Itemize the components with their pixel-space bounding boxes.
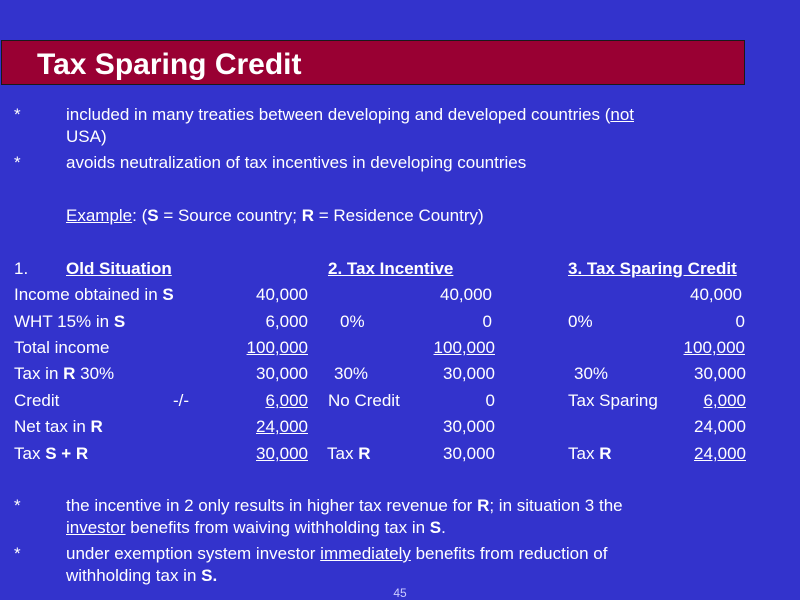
header-tax-sparing: 3. Tax Sparing Credit <box>568 259 737 278</box>
cell-v3: 0 <box>735 312 745 331</box>
underlined-investor: investor <box>66 518 126 537</box>
example-s-text: = Source country; <box>158 206 302 225</box>
cell-v1: 6,000 <box>265 312 308 331</box>
cell-v2: 0 <box>485 391 495 410</box>
cell-v1: 100,000 <box>246 338 308 357</box>
bullet-text-neutralization: avoids neutralization of tax incentives in developing countries <box>66 153 527 172</box>
bullet-line: included in many treaties between developing and developed countries (not <box>66 105 634 124</box>
cell-v2: 30,000 <box>443 444 495 463</box>
cell-v1: 6,000 <box>265 391 308 410</box>
cell-v1: 40,000 <box>256 285 308 304</box>
example-line <box>66 205 484 227</box>
bullet-mark: * <box>14 153 21 172</box>
page-number: 45 <box>393 586 407 600</box>
cell-l3: 0% <box>568 312 593 331</box>
cell-v2: 0 <box>482 312 492 331</box>
bullet-text-treaties <box>66 104 756 148</box>
cell-v3: 100,000 <box>683 338 745 357</box>
table-number: 1. <box>14 259 29 278</box>
bullet-text-exemption: under exemption system investor immediately benefits from reduction of withholding tax in S. <box>66 544 608 585</box>
bullet-underlined-word: not <box>610 105 634 124</box>
cell-l3: Tax Sparing <box>568 391 658 410</box>
example-label: Example <box>66 206 133 225</box>
cell-v2: 30,000 <box>443 417 495 436</box>
bullet-line: USA) <box>66 127 107 146</box>
row-label: WHT 15% in S <box>14 312 126 331</box>
cell-v3: 40,000 <box>690 285 742 304</box>
cell-l2: No Credit <box>328 391 400 410</box>
row-label: Total income <box>14 338 110 357</box>
cell-l2: Tax R <box>327 444 371 463</box>
cell-l3: 30% <box>574 364 609 383</box>
bullet-mark: * <box>14 496 21 515</box>
row-label: Credit <box>14 391 60 410</box>
example-r-text: = Residence Country) <box>314 206 484 225</box>
bullet-text-incentive: the incentive in 2 only results in higher tax revenue for R; in situation 3 the investor benefits from waiving withholding tax in S. <box>66 496 623 537</box>
title-bar <box>1 40 745 85</box>
cell-v3: 30,000 <box>694 364 746 383</box>
example-r: R <box>301 206 315 225</box>
cell-l3: Tax R <box>568 444 612 463</box>
example-s: S <box>147 206 159 225</box>
row-operator: -/- <box>173 391 190 410</box>
row-label: Tax in R 30% <box>14 364 115 383</box>
row-label: Income obtained in S <box>14 285 174 304</box>
header-tax-incentive: 2. Tax Incentive <box>328 259 454 278</box>
cell-v1: 24,000 <box>256 417 308 436</box>
row-label: Tax S + R <box>14 444 89 463</box>
bullet-mark: * <box>14 544 21 563</box>
cell-l2: 0% <box>340 312 365 331</box>
slide-title: Tax Sparing Credit <box>37 48 302 81</box>
cell-v2: 100,000 <box>433 338 495 357</box>
cell-v2: 30,000 <box>443 364 495 383</box>
cell-v1: 30,000 <box>256 444 308 463</box>
cell-v3: 6,000 <box>703 391 746 410</box>
underlined-immediately: immediately <box>320 544 411 563</box>
bullet-mark: * <box>14 105 21 124</box>
header-old-situation: Old Situation <box>66 259 172 278</box>
cell-l2: 30% <box>334 364 369 383</box>
cell-v1: 30,000 <box>256 364 308 383</box>
row-label: Net tax in R <box>14 417 103 436</box>
cell-v3: 24,000 <box>694 417 746 436</box>
cell-v2: 40,000 <box>440 285 492 304</box>
cell-v3: 24,000 <box>694 444 746 463</box>
example-open: : ( <box>132 206 148 225</box>
